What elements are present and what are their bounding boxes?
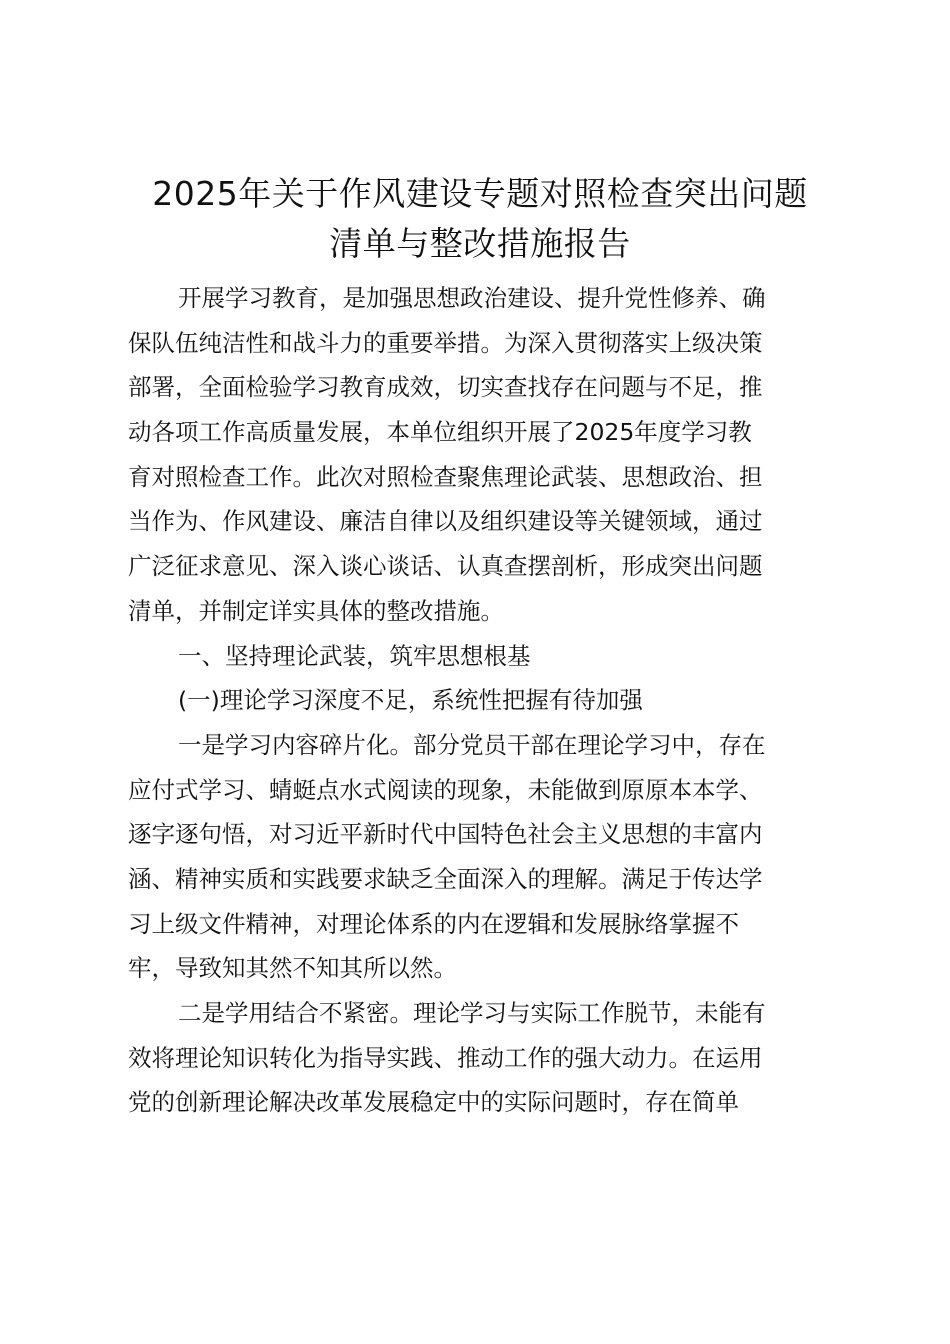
section-heading: 一、坚持理论武装，筑牢思想根基 <box>178 641 531 670</box>
document-title-line-1: 2025年关于作风建设专题对照检查突出问题 <box>152 174 808 213</box>
paragraph-point-1-line: 一是学习内容碎片化。部分党员干部在理论学习中，存在 <box>178 730 766 759</box>
paragraph-point-1-line: 涵、精神实质和实践要求缺乏全面深入的理解。满足于传达学 <box>128 864 763 893</box>
paragraph-point-1-line: 习上级文件精神，对理论体系的内在逻辑和发展脉络掌握不 <box>128 909 739 938</box>
paragraph-intro-line: 当作为、作风建设、廉洁自律以及组织建设等关键领域，通过 <box>128 507 763 536</box>
paragraph-intro-line: 开展学习教育，是加强思想政治建设、提升党性修养、确 <box>178 284 766 312</box>
paragraph-point-2-line: 二是学用结合不紧密。理论学习与实际工作脱节，未能有 <box>178 999 766 1027</box>
paragraph-intro-line: 保队伍纯洁性和战斗力的重要举措。为深入贯彻落实上级决策 <box>128 328 763 357</box>
subsection-heading: (一)理论学习深度不足，系统性把握有待加强 <box>178 686 643 715</box>
paragraph-intro-line: 育对照检查工作。此次对照检查聚焦理论武装、思想政治、担 <box>128 462 763 491</box>
paragraph-intro-line: 部署，全面检验学习教育成效，切实查找存在问题与不足，推 <box>128 373 763 402</box>
paragraph-intro-line: 广泛征求意见、深入谈心谈话、认真查摆剖析，形成突出问题 <box>128 552 763 581</box>
paragraph-point-2-line: 党的创新理论解决改革发展稳定中的实际问题时，存在简单 <box>128 1088 739 1117</box>
document-body <box>128 276 828 1125</box>
paragraph-point-1-line: 逐字逐句悟，对习近平新时代中国特色社会主义思想的丰富内 <box>128 820 763 849</box>
paragraph-intro-line: 清单，并制定详实具体的整改措施。 <box>128 596 504 625</box>
document-title-line-2: 清单与整改措施报告 <box>329 224 631 263</box>
paragraph-point-2-line: 效将理论知识转化为指导实践、推动工作的强大动力。在运用 <box>128 1043 763 1072</box>
paragraph-point-1-line: 应付式学习、蜻蜓点水式阅读的现象，未能做到原原本本学、 <box>128 775 763 804</box>
paragraph-intro-line: 动各项工作高质量发展，本单位组织开展了2025年度学习教 <box>128 418 752 447</box>
paragraph-point-1-line: 牢，导致知其然不知其所以然。 <box>128 954 457 983</box>
